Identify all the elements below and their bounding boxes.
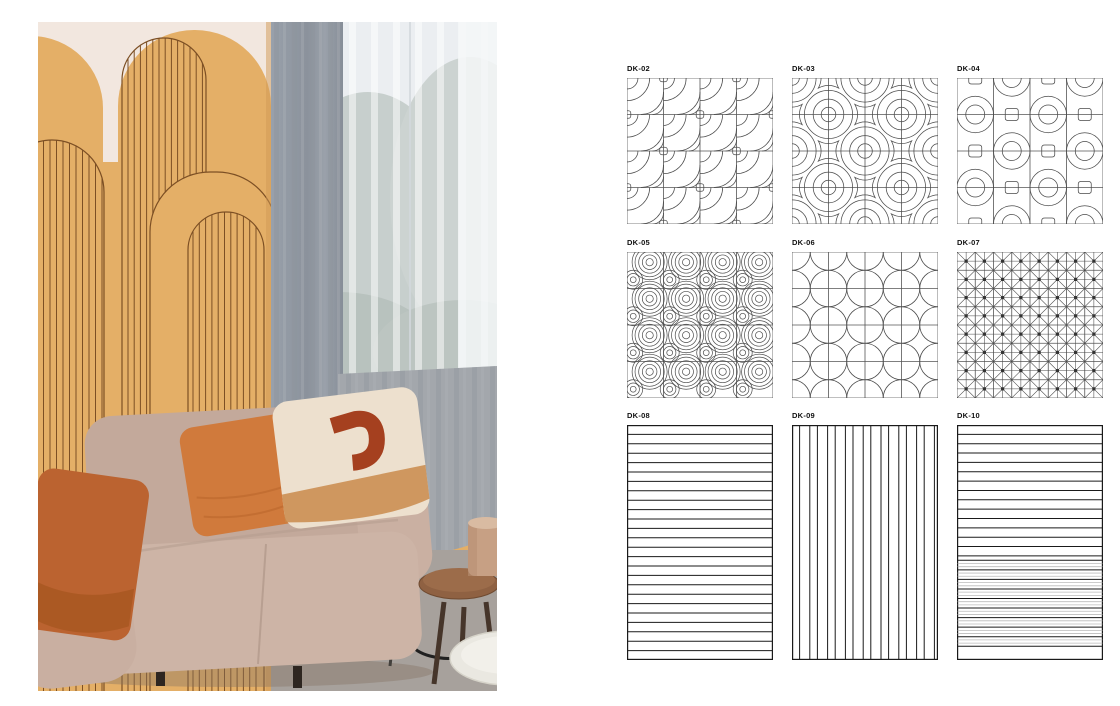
swatch-label: DK-08 <box>627 411 650 420</box>
swatch-pattern-horizontal-lines-mixed <box>957 425 1103 660</box>
swatch-card-dk-07 <box>957 238 1103 398</box>
swatch-card-dk-03 <box>792 64 938 224</box>
swatch-card-dk-10 <box>957 411 1103 660</box>
swatch-pattern-horizontal-lines <box>627 425 773 660</box>
swatch-card-dk-06 <box>792 238 938 398</box>
swatch-pattern-star-grid <box>957 252 1103 398</box>
swatch-label: DK-03 <box>792 64 815 73</box>
swatch-card-dk-05 <box>627 238 773 398</box>
swatch-pattern-concentric-rings <box>627 252 773 398</box>
swatch-label: DK-02 <box>627 64 650 73</box>
swatch-pattern-quarter-arc-waves <box>627 78 773 224</box>
swatch-pattern-circles-and-squares <box>792 78 938 224</box>
swatch-card-dk-09 <box>792 411 938 660</box>
swatch-card-dk-08 <box>627 411 773 660</box>
swatch-label: DK-07 <box>957 238 980 247</box>
swatch-label: DK-09 <box>792 411 815 420</box>
swatch-label: DK-04 <box>957 64 980 73</box>
swatch-card-dk-04 <box>957 64 1103 224</box>
swatch-label: DK-06 <box>792 238 815 247</box>
swatch-pattern-semicircle-waves <box>957 78 1103 224</box>
swatch-card-dk-02 <box>627 64 773 224</box>
swatch-pattern-overlapping-circles <box>792 252 938 398</box>
swatch-pattern-vertical-lines <box>792 425 938 660</box>
swatch-label: DK-05 <box>627 238 650 247</box>
swatch-label: DK-10 <box>957 411 980 420</box>
